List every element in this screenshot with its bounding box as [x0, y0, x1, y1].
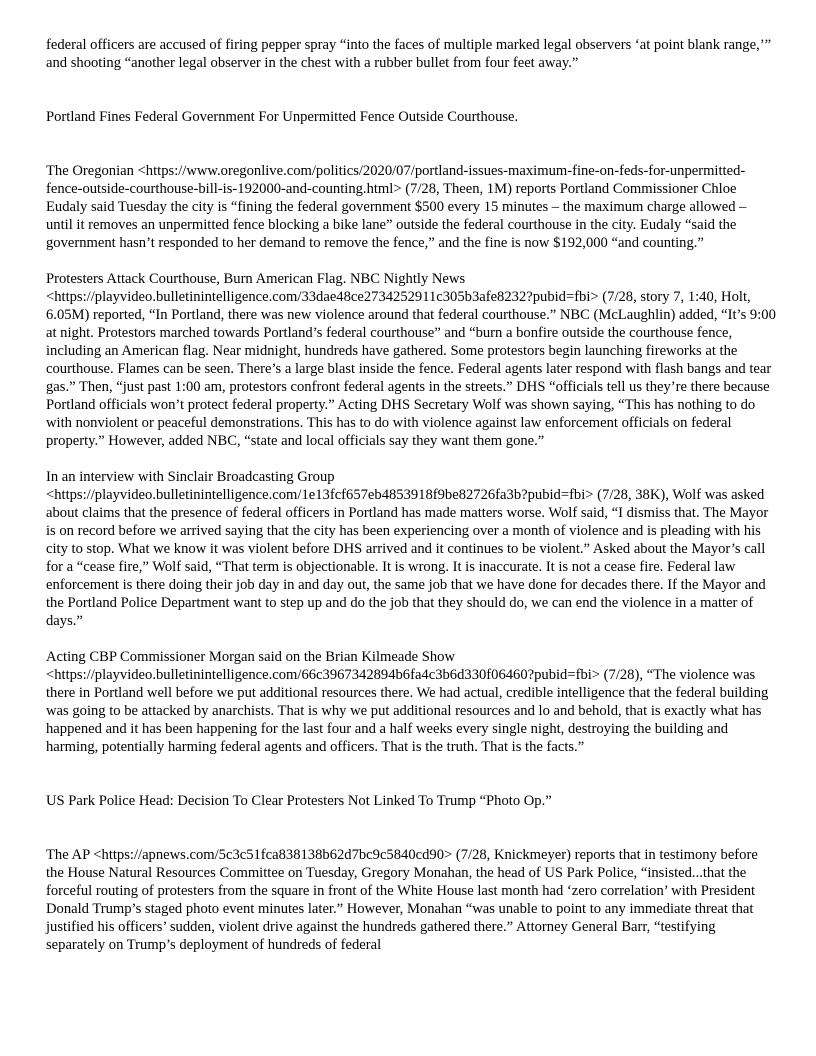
paragraph-cbp-morgan: Acting CBP Commissioner Morgan said on the Brian Kilmeade Show <https://playvideo.bulletinintelligence.com/66c3967342894b6fa4c3b6d330f06460?pubid=fbi> (7/28), “The violence was there in Portland well before we put additional resources there. We had actual, credible intelligence that the federal building was going to be attacked by anarchists. That is why we put additional resources and lo and behold, that is exactly what has happened and it has been happening for the last four and a half weeks every single night, destroying the building and harming, potentially harming federal agents and officers. That is the truth. That is the facts.” — [46, 649, 769, 755]
paragraph-oregonian: The Oregonian <https://www.oregonlive.com/politics/2020/07/portland-issues-maximum-fine-on-feds-for-unpermitted-fence-outside-courthouse-bill-is-192000-and-counting.html> (7/28, Theen, 1M) reports Portland Commissioner Chloe Eudaly said Tuesday the city is “fining the federal government $500 every 15 minutes – the maximum charge allowed – until it removes an unpermitted fence blocking a bike lane” outside the federal courthouse in the city. Eudaly “said the government hasn’t responded to her demand to remove the fence,” and the fine is now $192,000 “and counting.” — [46, 163, 747, 251]
paragraph-sinclair-interview: In an interview with Sinclair Broadcasting Group <https://playvideo.bulletinintelligence.com/1e13fcf657eb4853918f9be82726fa3b?pubid=fbi> (7/28, 38K), Wolf was asked about claims that the presence of federal officers in Portland has made matters worse. Wolf said, “I dismiss that. The Mayor is on record before we arrived saying that the city has been experiencing over a month of violence and is pleading with his city to stop. What we know it was violent before DHS arrived and it continues to be violent.” Asked about the Mayor’s call for a “cease fire,” Wolf said, “That term is objectionable. It is wrong. It is inaccurate. It is not a cease fire. Federal law enforcement is there doing their job day in and day out, the same job that we have done for decades there. If the Mayor and the Portland Police Department want to step up and do the job that they should do, we can end the violence in a matter of days.” — [46, 469, 769, 629]
headline-park-police: US Park Police Head: Decision To Clear Protesters Not Linked To Trump “Photo Op.” — [46, 793, 552, 809]
paragraph-pepper-spray: federal officers are accused of firing pepper spray “into the faces of multiple marked legal observers ‘at point blank range,’” and shooting “another legal observer in the chest with a rubber bullet from four feet away.” — [46, 37, 772, 71]
headline-portland-fines: Portland Fines Federal Government For Unpermitted Fence Outside Courthouse. — [46, 109, 519, 125]
document-page — [46, 36, 776, 954]
paragraph-nbc-nightly-news: Protesters Attack Courthouse, Burn American Flag. NBC Nightly News <https://playvideo.bulletinintelligence.com/33dae48ce2734252911c305b3afe8232?pubid=fbi> (7/28, story 7, 1:40, Holt, 6.05M) reported, “In Portland, there was new violence around that federal courthouse.” NBC (McLaughlin) added, “It’s 9:00 at night. Protestors marched towards Portland’s federal courthouse” and “burn a bonfire outside the courthouse fence, including an American flag. Near midnight, hundreds have gathered. Some protestors begin launching fireworks at the courthouse. Flames can be seen. There’s a large blast inside the fence. Federal agents later respond with flash bangs and tear gas.” Then, “just past 1:00 am, protestors confront federal agents in the streets.” DHS “officials tell us they’re there because Portland officials won’t protect federal property.” Acting DHS Secretary Wolf was shown saying, “This has nothing to do with nonviolent or peaceful demonstrations. This has to do with violence against law enforcement officials on federal property.” However, added NBC, “state and local officials say they want them gone.” — [46, 271, 776, 449]
paragraph-ap-report: The AP <https://apnews.com/5c3c51fca838138b62d7bc9c5840cd90> (7/28, Knickmeyer) reports that in testimony before the House Natural Resources Committee on Tuesday, Gregory Monahan, the head of US Park Police, “insisted...that the forceful routing of protesters from the square in front of the White House last month had ‘zero correlation’ with President Donald Trump’s staged photo event minutes later.” However, Monahan “was unable to point to any immediate threat that justified his officers’ sudden, violent drive against the hundreds gathered there.” Attorney General Barr, “testifying separately on Trump’s deployment of hundreds of federal — [46, 847, 758, 953]
